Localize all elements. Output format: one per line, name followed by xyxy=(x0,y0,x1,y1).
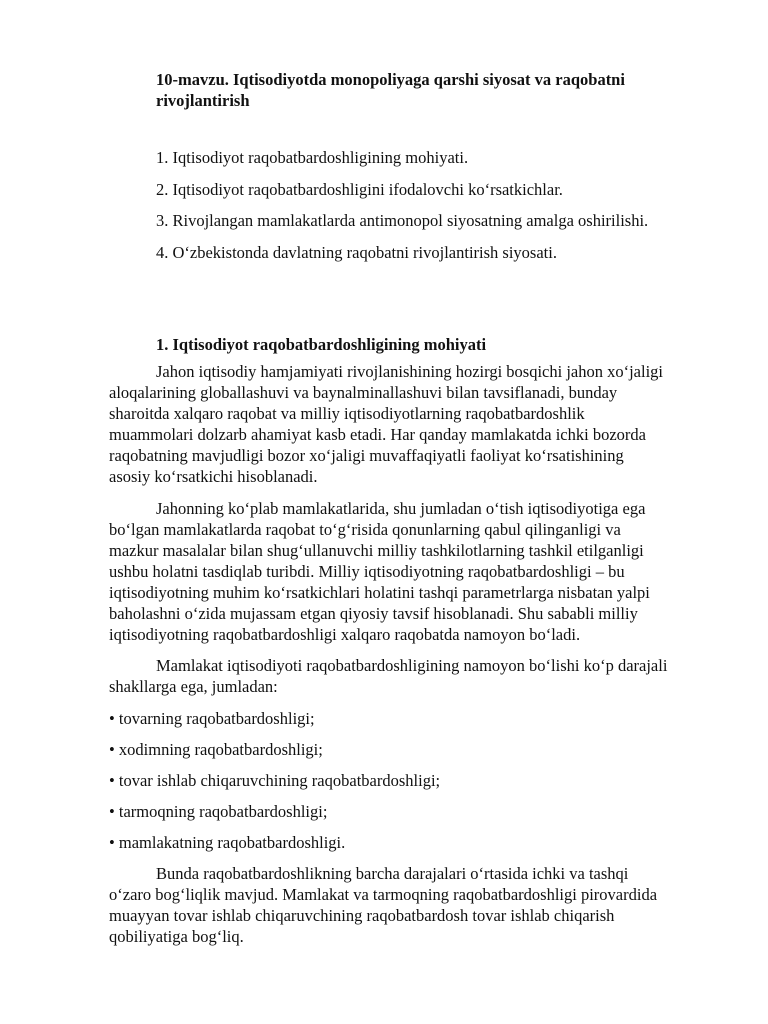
bullet-item: • tarmoqning raqobatbardoshligi; xyxy=(109,801,328,821)
bullet-item: • tovarning raqobatbardoshligi; xyxy=(109,708,315,728)
section-heading: 1. Iqtisodiyot raqobatbardoshligining mohiyati xyxy=(156,335,487,354)
paragraph: Mamlakat iqtisodiyoti raqobatbardoshligining namoyon bo‘lishi ko‘p darajali shakllarga ega, jumladan: xyxy=(109,656,668,696)
toc-item: 4. O‘zbekistonda davlatning raqobatni rivojlantirish siyosati. xyxy=(156,242,557,262)
table-of-contents xyxy=(156,147,736,273)
toc-item: 1. Iqtisodiyot raqobatbardoshligining mohiyati. xyxy=(156,148,469,167)
bullet-item: • xodimning raqobatbardoshligi; xyxy=(109,739,323,759)
bullet-item: • tovar ishlab chiqaruvchining raqobatbardoshligi; xyxy=(109,770,441,790)
closing-paragraph: Bunda raqobatbardoshlikning barcha darajalari o‘rtasida ichki va tashqi o‘zaro bog‘liqlik mavjud. Mamlakat va tarmoqning raqobatbardoshligi pirovardida muayyan tovar ishlab chiqaruvchining raqobatbardosh tovar ishlab chiqarish qobiliyatiga bog‘liq. xyxy=(109,863,658,946)
bullet-item: • mamlakatning raqobatbardoshligi. xyxy=(109,832,346,852)
paragraph: Jahonning ko‘plab mamlakatlarida, shu jumladan o‘tish iqtisodiyotiga ega bo‘lgan mamlakatlarda raqobat to‘g‘risida qonunlarning qabul qilinganligi va mazkur masalalar bilan shug‘ullanuvchi milliy tashkilotlarning tashkil etilganligi ushbu holatni tasdiqlab turibdi. Milliy iqtisodiyotning raqobatbardoshligi – bu iqtisodiyotning muhim ko‘rsatkichlari holatini tashqi parametrlarga nisbatan yalpi baholashni o‘zida mujassam etgan qiyosiy tavsif hisoblanadi. Shu sababli milliy iqtisodiyotning raqobatbardoshligi xalqaro raqobatda namoyon bo‘ladi. xyxy=(109,498,650,644)
document-title: 10-mavzu. Iqtisodiyotda monopoliyaga qarshi siyosat va raqobatni rivojlantirish xyxy=(156,70,625,110)
bullet-list xyxy=(109,708,669,853)
toc-item: 2. Iqtisodiyot raqobatbardoshligini ifodalovchi ko‘rsatkichlar. xyxy=(156,179,563,199)
paragraph: Jahon iqtisodiy hamjamiyati rivojlanishining hozirgi bosqichi jahon xo‘jaligi aloqalarining globallashuvi va baynalminallashuvi bilan tavsiflanadi, bunday sharoitda xalqaro raqobat va milliy iqtisodiyotlarning raqobatbardoshlik muammolari dolzarb ahamiyat kasb etadi. Har qanday mamlakatda ichki bozorda raqobatning mavjudligi bozor xo‘jaligi muvaffaqiyatli faoliyat ko‘rsatishining asosiy ko‘rsatkichi hisoblanadi. xyxy=(109,362,664,486)
toc-item: 3. Rivojlangan mamlakatlarda antimonopol siyosatning amalga oshirilishi. xyxy=(156,211,649,230)
document-body xyxy=(109,361,669,957)
